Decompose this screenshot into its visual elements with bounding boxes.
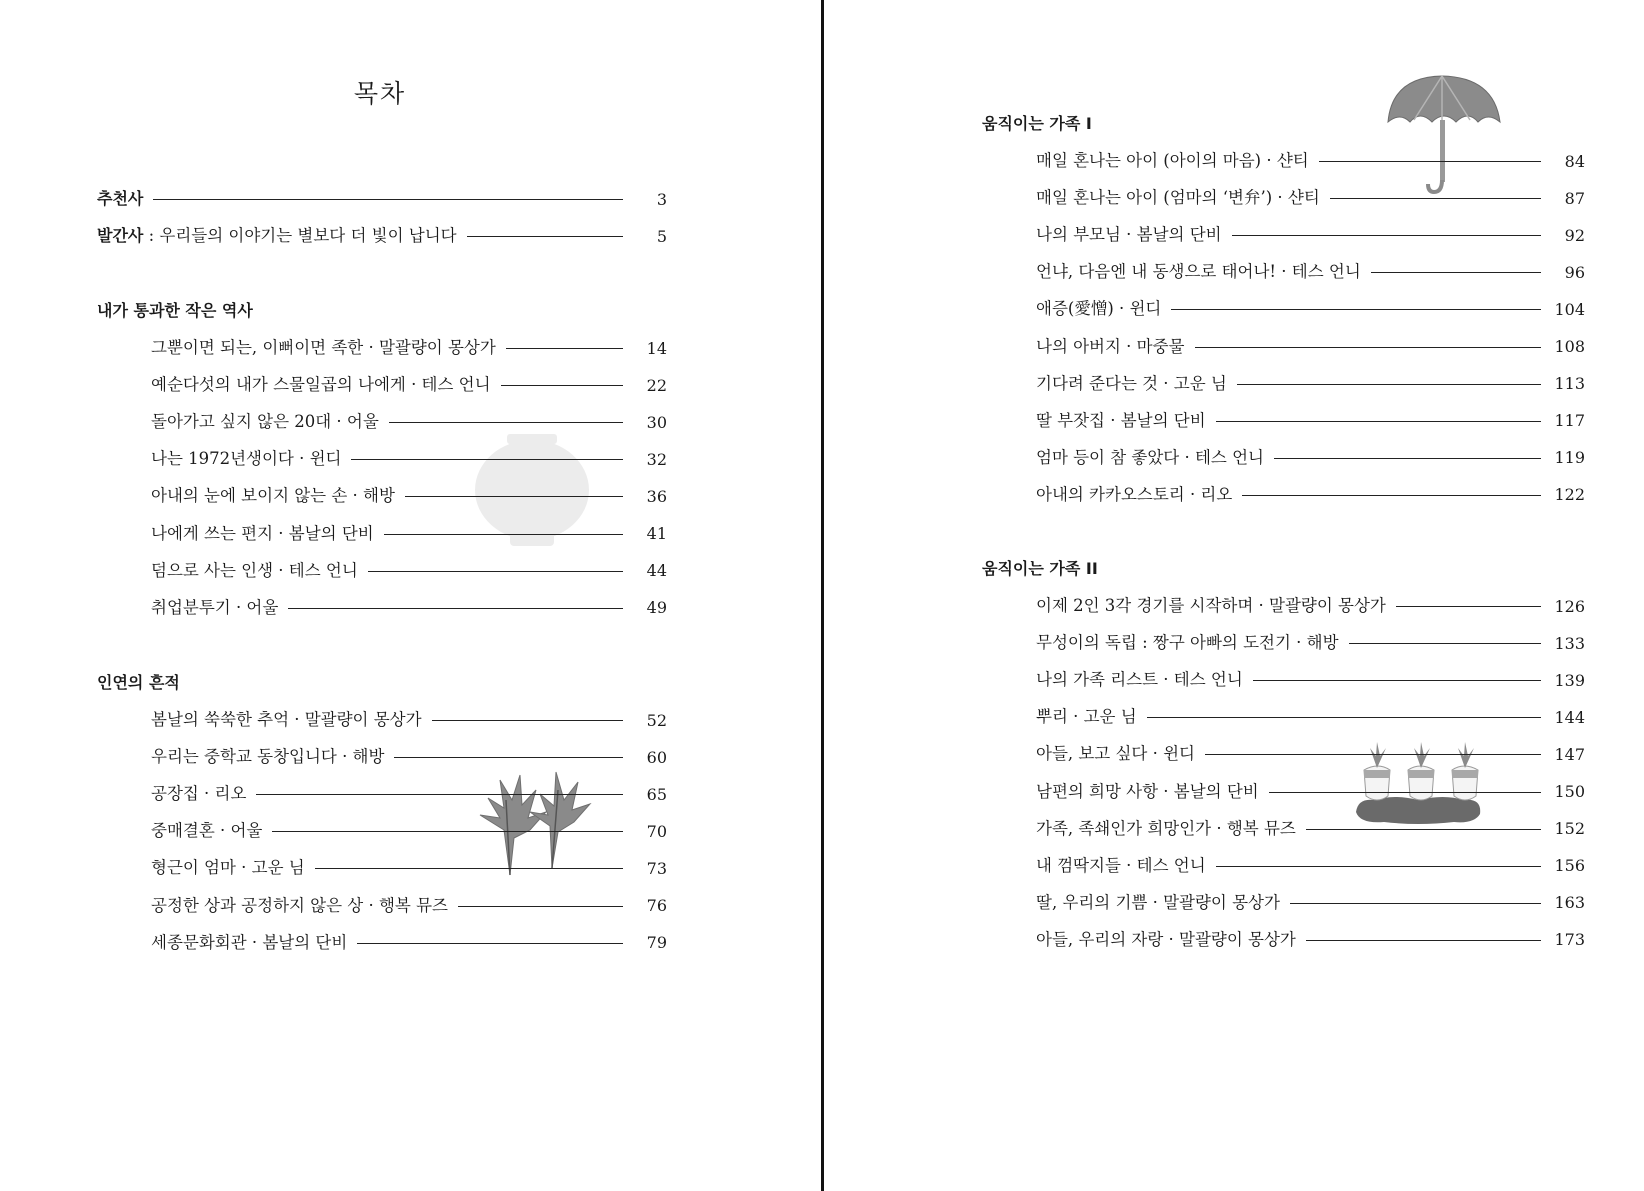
toc-entry[interactable] [1036,335,1585,359]
entry-title: 가족, 족쇄인가 희망인가 · 행복 뮤즈 [1036,818,1296,838]
toc-entry[interactable] [1036,446,1585,470]
entry-page: 73 [646,858,667,878]
leader-line [351,459,623,460]
section-heading: 내가 통과한 작은 역사 [97,301,253,320]
toc-entry[interactable] [1036,780,1585,804]
leader-line [1274,458,1541,459]
entry-page: 156 [1554,856,1585,876]
leader-line [405,496,623,497]
leader-line [432,720,623,721]
toc-entry[interactable] [1036,186,1585,210]
entry-title: 아들, 우리의 자랑 · 말괄량이 몽상가 [1036,929,1296,949]
entry-title: 이제 2인 3각 경기를 시작하며 · 말괄량이 몽상가 [1036,596,1386,615]
entry-page: 70 [646,821,667,841]
toc-entry[interactable] [151,819,667,843]
entry-page: 76 [646,896,667,915]
leader-line [1290,903,1541,904]
entry-title: 아들, 보고 싶다 · 윈디 [1036,744,1195,764]
entry-page: 133 [1554,633,1585,653]
entry-title: 나는 1972년생이다 · 윈디 [151,449,342,469]
entry-title: 예순다섯의 내가 스물일곱의 나에게 · 테스 언니 [151,375,491,395]
leader-line [288,608,623,609]
toc-entry[interactable] [1036,928,1585,952]
leader-line [506,348,623,349]
entry-page: 104 [1554,299,1585,319]
leader-line [1253,680,1541,681]
entry-title: 나의 가족 리스트 · 테스 언니 [1036,670,1243,690]
entry-page: 30 [646,412,667,432]
toc-entry[interactable] [151,447,667,471]
entry-page: 144 [1554,707,1585,727]
entry-page: 139 [1554,670,1585,690]
entry-page: 119 [1554,448,1585,468]
leader-line [1171,309,1541,310]
entry-title: 딸, 우리의 기쁨 · 말괄량이 몽상가 [1036,892,1280,912]
entry-page: 65 [646,784,667,804]
leader-line [467,236,623,237]
entry-page: 22 [646,375,667,395]
entry-title: 형근이 엄마 · 고운 님 [151,858,305,878]
toc-entry[interactable] [151,745,667,769]
leader-line [1306,829,1541,830]
toc-entry[interactable] [151,931,667,955]
umbrella-icon [1384,72,1504,197]
entry-title: 언냐, 다음엔 내 동생으로 태어나! · 테스 언니 [1036,262,1361,282]
entry-title: 나에게 쓰는 편지 · 봄날의 단비 [151,523,374,543]
entry-page: 3 [656,189,667,209]
entry-title: 아내의 눈에 보이지 않는 손 · 해방 [151,486,395,506]
entry-title: 우리는 중학교 동창입니다 · 해방 [151,747,385,767]
toc-entry[interactable] [1036,149,1585,173]
toc-entry[interactable] [1036,223,1585,247]
entry-page: 126 [1554,596,1585,616]
toc-entry[interactable] [1036,409,1585,433]
leader-line [1242,495,1541,496]
entry-page: 163 [1554,893,1585,913]
leader-line [1269,792,1541,793]
leader-line [1319,161,1541,162]
leader-line [501,385,623,386]
toc-entry[interactable] [151,559,667,583]
toc-entry[interactable] [1036,260,1585,284]
toc-entry-preface-recommend[interactable] [97,187,667,211]
entry-title: 나의 아버지 · 마중물 [1036,336,1185,356]
entry-title: 중매결혼 · 어울 [151,821,263,841]
entry-title: 취업분투기 · 어울 [151,597,279,617]
toc-entry[interactable] [1036,854,1585,878]
leader-line [1306,940,1541,941]
entry-title: 그뿐이면 되는, 이뻐이면 족한 · 말괄량이 몽상가 [151,338,496,357]
leader-line [389,422,623,423]
right-page [824,0,1644,1191]
leader-line [384,534,623,535]
section-heading: 움직이는 가족 I [982,114,1092,133]
leader-line [315,868,623,869]
entry-title: 매일 혼나는 아이 (엄마의 ‘변弁’) · 샨티 [1036,188,1320,208]
toc-entry[interactable] [1036,297,1585,321]
toc-entry[interactable] [151,856,667,880]
entry-page: 32 [646,449,667,469]
entry-title: 내 껌딱지들 · 테스 언니 [1036,855,1206,875]
toc-entry[interactable] [1036,594,1585,618]
leader-line [1396,606,1541,607]
leader-line [458,906,623,907]
entry-page: 14 [646,338,667,358]
entry-title: 애증(愛憎) · 윈디 [1036,299,1162,319]
section-heading: 인연의 흔적 [97,673,180,692]
toc-entry[interactable] [1036,631,1585,655]
toc-entry[interactable] [1036,742,1585,766]
toc-entry[interactable] [1036,483,1585,507]
leader-line [1195,347,1542,348]
entry-page: 79 [646,933,667,953]
entry-page: 113 [1554,374,1585,394]
entry-title: 뿌리 · 고운 님 [1036,707,1137,727]
entry-title: 매일 혼나는 아이 (아이의 마음) · 샨티 [1036,151,1309,170]
entry-title: 공정한 상과 공정하지 않은 상 · 행복 뮤즈 [151,895,448,915]
entry-page: 44 [646,561,667,581]
toc-entry[interactable] [1036,891,1585,915]
toc-entry[interactable] [151,410,667,434]
entry-title: 기다려 준다는 것 · 고운 님 [1036,373,1227,393]
entry-page: 117 [1554,411,1585,431]
entry-title: 봄날의 쑥쑥한 추억 · 말괄량이 몽상가 [151,710,422,729]
entry-page: 147 [1554,744,1585,764]
leader-line [1232,235,1541,236]
toc-entry[interactable] [1036,817,1585,841]
entry-title: 공장집 · 리오 [151,784,247,804]
entry-page: 122 [1554,485,1585,505]
toc-title: 목차 [353,79,407,108]
entry-title: 아내의 카카오스토리 · 리오 [1036,484,1233,504]
entry-page: 36 [646,486,667,506]
leader-line [1237,384,1541,385]
entry-title: 엄마 등이 참 좋았다 · 테스 언니 [1036,447,1264,467]
entry-title: 남편의 희망 사항 · 봄날의 단비 [1036,781,1259,801]
toc-entry-preface-publish[interactable] [97,224,667,248]
toc-entry[interactable] [151,336,667,360]
entry-title: 발간사 : 우리들의 이야기는 별보다 더 빛이 납니다 [97,226,457,245]
leader-line [368,571,623,572]
leader-line [153,199,623,200]
toc-entry[interactable] [151,782,667,806]
leader-line [1205,754,1541,755]
entry-page: 41 [646,524,667,543]
entry-page: 5 [656,226,667,246]
entry-title: 나의 부모님 · 봄날의 단비 [1036,225,1222,245]
entry-title: 덤으로 사는 인생 · 테스 언니 [151,560,358,580]
entry-title: 돌아가고 싶지 않은 20대 · 어울 [151,412,379,432]
toc-entry[interactable] [1036,372,1585,396]
entry-page: 173 [1554,930,1585,950]
entry-title: 추천사 [97,189,144,208]
leader-line [1371,272,1541,273]
entry-page: 92 [1564,225,1585,245]
leader-line [1216,421,1541,422]
leader-line [256,794,623,795]
leader-line [272,831,623,832]
entry-page: 84 [1564,151,1585,171]
toc-entry[interactable] [151,894,667,918]
toc-entry[interactable] [151,596,667,620]
toc-entry[interactable] [151,484,667,508]
toc-entry[interactable] [1036,668,1585,692]
leader-line [1216,866,1541,867]
entry-title: 딸 부잣집 · 봄날의 단비 [1036,410,1206,430]
entry-page: 96 [1564,262,1585,282]
entry-title: 무성이의 독립 : 짱구 아빠의 도전기 · 해방 [1036,633,1339,653]
leader-line [394,757,623,758]
leader-line [1330,198,1541,199]
entry-page: 152 [1554,819,1585,839]
toc-entry[interactable] [1036,705,1585,729]
section-heading: 움직이는 가족 II [982,559,1098,578]
entry-page: 150 [1554,782,1585,801]
leader-line [357,943,623,944]
toc-entry[interactable] [151,373,667,397]
entry-page: 49 [646,598,667,618]
entry-title: 세종문화회관 · 봄날의 단비 [151,932,348,952]
toc-entry[interactable] [151,522,667,546]
leader-line [1349,643,1541,644]
entry-page: 52 [646,710,667,730]
entry-page: 87 [1564,188,1585,208]
toc-entry[interactable] [151,708,667,732]
entry-page: 108 [1554,337,1585,356]
leader-line [1147,717,1541,718]
entry-page: 60 [646,747,667,767]
